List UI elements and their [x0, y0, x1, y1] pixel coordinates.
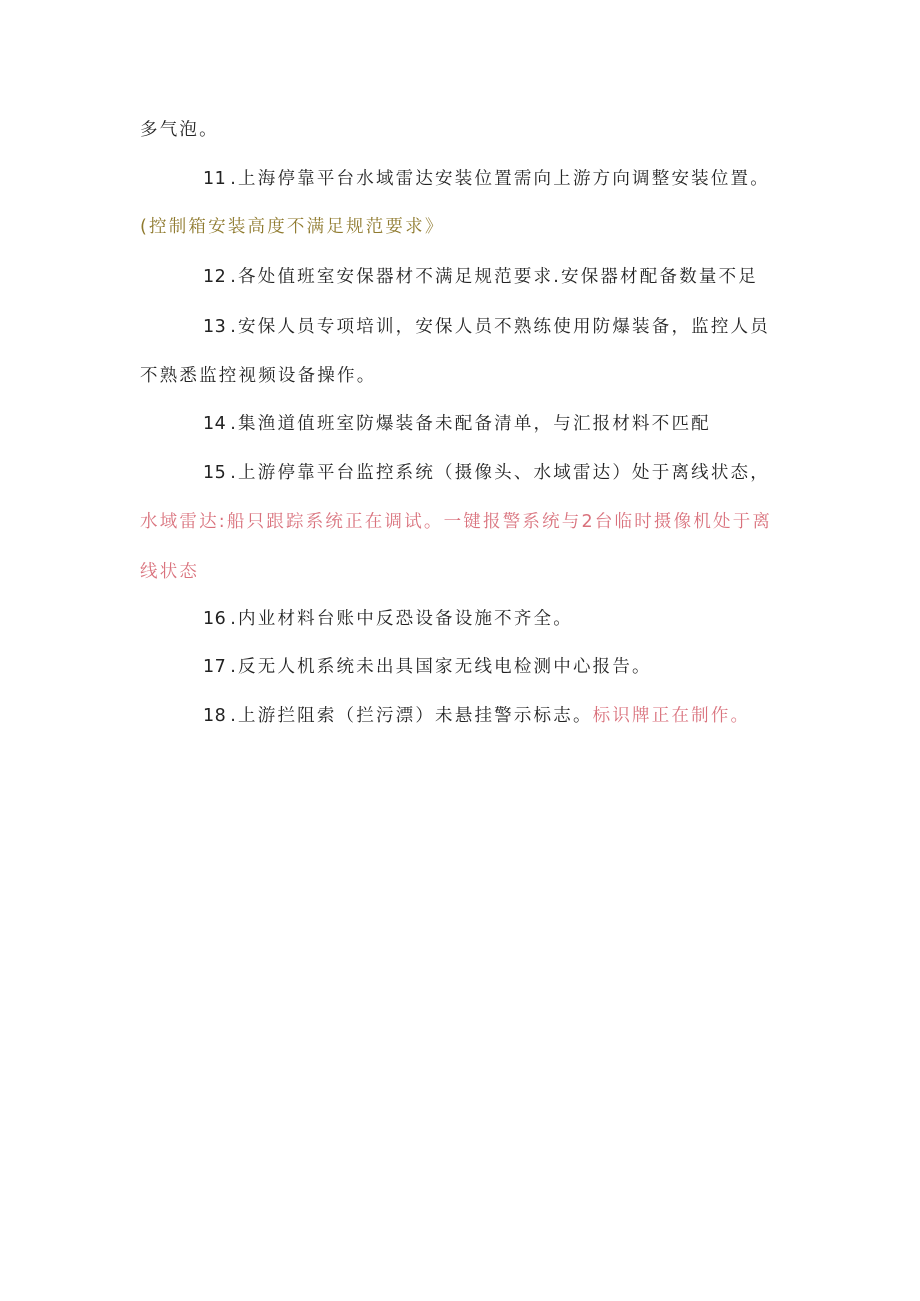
item-text: .上游拦阻索（拦污漂）未悬挂警示标志。	[230, 706, 593, 726]
item-number: 16	[203, 609, 227, 629]
item-number: 11	[203, 169, 227, 189]
annotation-note: 水域雷达:船只跟踪系统正在调试。一键报警系统与2台临时摄像机处于离	[140, 512, 773, 532]
item-number: 15	[203, 463, 227, 483]
item-number: 14	[203, 414, 227, 434]
item-number: 13	[203, 317, 227, 337]
item-text: .内业材料台账中反恐设备设施不齐全。	[230, 609, 573, 629]
item-text: .上海停靠平台水域雷达安装位置需向上游方向调整安装位置。	[230, 169, 770, 189]
list-item-16	[203, 607, 573, 631]
annotation-note: (控制箱安装高度不满足规范要求》	[140, 217, 445, 237]
list-item-11	[203, 167, 770, 191]
item-text: .上游停靠平台监控系统（摄像头、水域雷达）处于离线状态，	[230, 463, 770, 483]
list-item-17	[203, 655, 652, 679]
list-item-18	[203, 704, 750, 728]
item-number: 12	[203, 267, 227, 287]
item-number: 17	[203, 657, 227, 677]
item-text: .各处值班室安保器材不满足规范要求.安保器材配备数量不足	[230, 267, 759, 287]
list-item-12	[203, 265, 758, 289]
list-item-14	[203, 412, 711, 436]
item-text: .反无人机系统未出具国家无线电检测中心报告。	[230, 657, 652, 677]
list-item-15	[203, 461, 770, 485]
annotation-note: 标识牌正在制作。	[592, 706, 751, 726]
annotation-note-continuation: 线状态	[140, 562, 200, 582]
item-text: .集渔道值班室防爆装备未配备清单，与汇报材料不匹配	[230, 414, 711, 434]
continued-text: 多气泡。	[140, 120, 219, 140]
item-text: .安保人员专项培训，安保人员不熟练使用防爆装备，监控人员	[230, 317, 770, 337]
list-item-13-continuation: 不熟悉监控视频设备操作。	[140, 366, 377, 386]
list-item-13	[203, 315, 770, 339]
item-number: 18	[203, 706, 227, 726]
